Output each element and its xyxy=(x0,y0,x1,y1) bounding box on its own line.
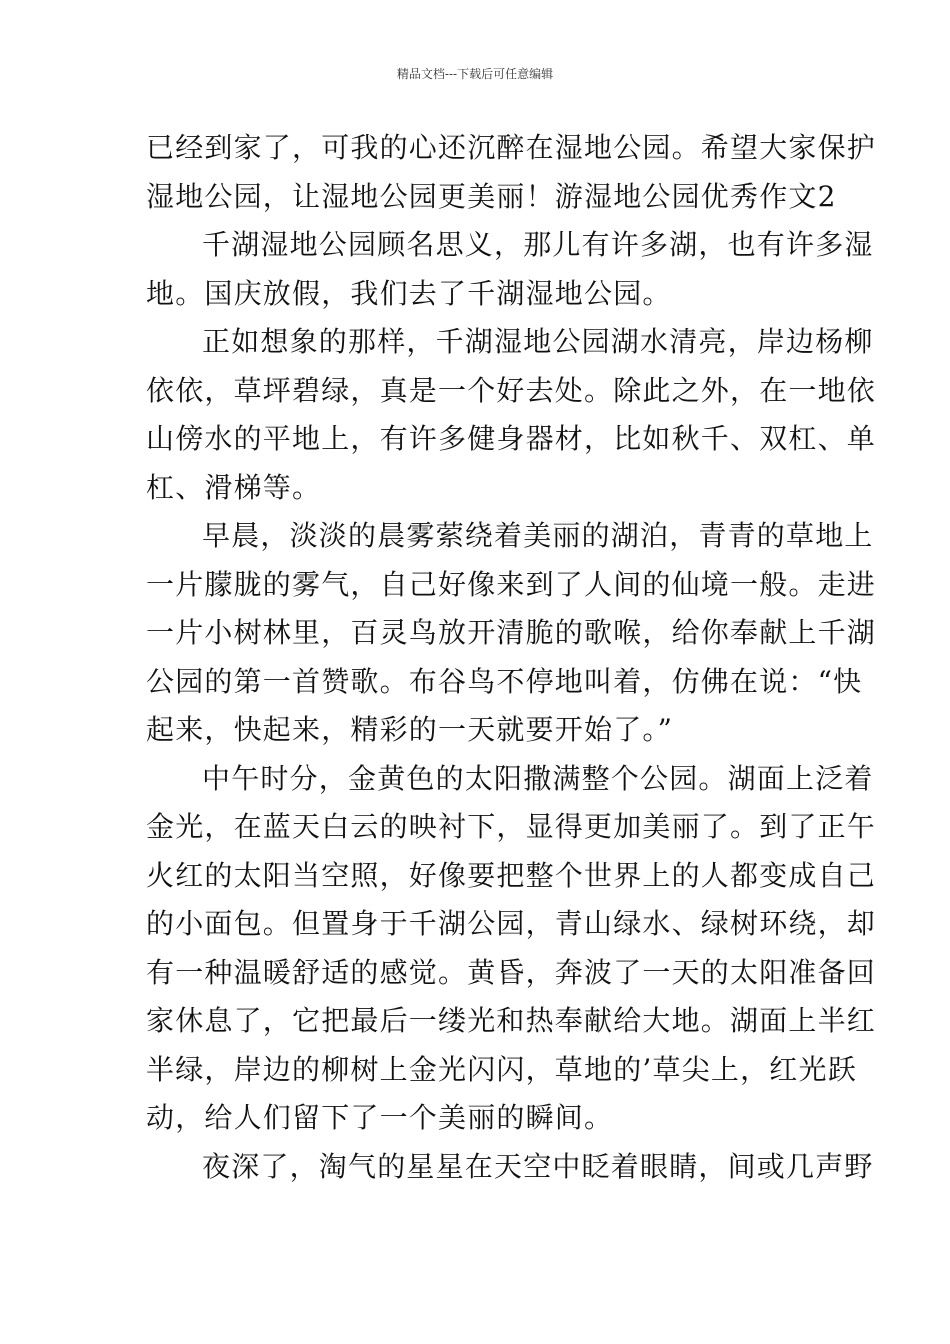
text-line: 火红的太阳当空照，好像要把整个世界上的人都变成自己 xyxy=(146,858,877,892)
paragraph xyxy=(146,221,874,318)
paragraph xyxy=(146,512,877,755)
text-line: 山傍水的平地上，有许多健身器材，比如秋千、双杠、单 xyxy=(146,422,877,455)
text-line: 夜深了，淘气的星星在天空中眨着眼睛，间或几声野 xyxy=(202,1149,874,1183)
text-line: 半绿，岸边的柳树上金光闪闪，草地的’草尖上，红光跃 xyxy=(146,1052,857,1086)
text-line: 依依，草坪碧绿，真是一个好去处。除此之外，在一地依 xyxy=(146,373,877,407)
text-line: 千湖湿地公园顾名思义，那儿有许多湖，也有许多湿 xyxy=(202,228,874,261)
text-line: 一片小树林里，百灵鸟放开清脆的歌喉，给你奉献上千湖 xyxy=(146,616,877,649)
text-line: 中午时分，金黄色的太阳撒满整个公园。湖面上泛着 xyxy=(202,761,874,795)
text-line: 金光，在蓝天白云的映衬下，显得更加美丽了。到了正午 xyxy=(146,810,877,843)
text-line: 起来，快起来，精彩的一天就要开始了。” xyxy=(146,713,674,746)
paragraph xyxy=(146,1143,874,1192)
page-header: 精品文档---下载后可任意编辑 xyxy=(396,67,554,81)
paragraph xyxy=(146,755,877,1143)
text-line: 动，给人们留下了一个美丽的瞬间。 xyxy=(146,1101,614,1134)
text-line: 公园的第一首赞歌。布谷鸟不停地叫着，仿佛在说：“快 xyxy=(146,664,863,698)
document-body xyxy=(146,124,877,1191)
text-line: 有一种温暖舒适的感觉。黄昏，奔波了一天的太阳准备回 xyxy=(146,955,877,989)
text-line: 地。国庆放假，我们去了千湖湿地公园。 xyxy=(146,276,672,310)
text-line: 已经到家了，可我的心还沉醉在湿地公园。希望大家保护 xyxy=(146,131,877,164)
text-line: 杠、滑梯等。 xyxy=(146,470,322,504)
paragraph xyxy=(146,124,877,221)
text-line: 正如想象的那样，千湖湿地公园湖水清亮，岸边杨柳 xyxy=(202,325,874,358)
text-line: 的小面包。但置身于千湖公园，青山绿水、绿树环绕，却 xyxy=(146,907,877,940)
text-line: 家休息了，它把最后一缕光和热奉献给大地。湖面上半红 xyxy=(146,1004,877,1037)
text-line: 湿地公园，让湿地公园更美丽！游湿地公园优秀作文2 xyxy=(146,179,837,213)
text-line: 一片朦胧的雾气，自己好像来到了人间的仙境一般。走进 xyxy=(146,567,877,601)
text-line: 早晨，淡淡的晨雾萦绕着美丽的湖泊，青青的草地上 xyxy=(202,519,874,552)
paragraph xyxy=(146,318,877,512)
